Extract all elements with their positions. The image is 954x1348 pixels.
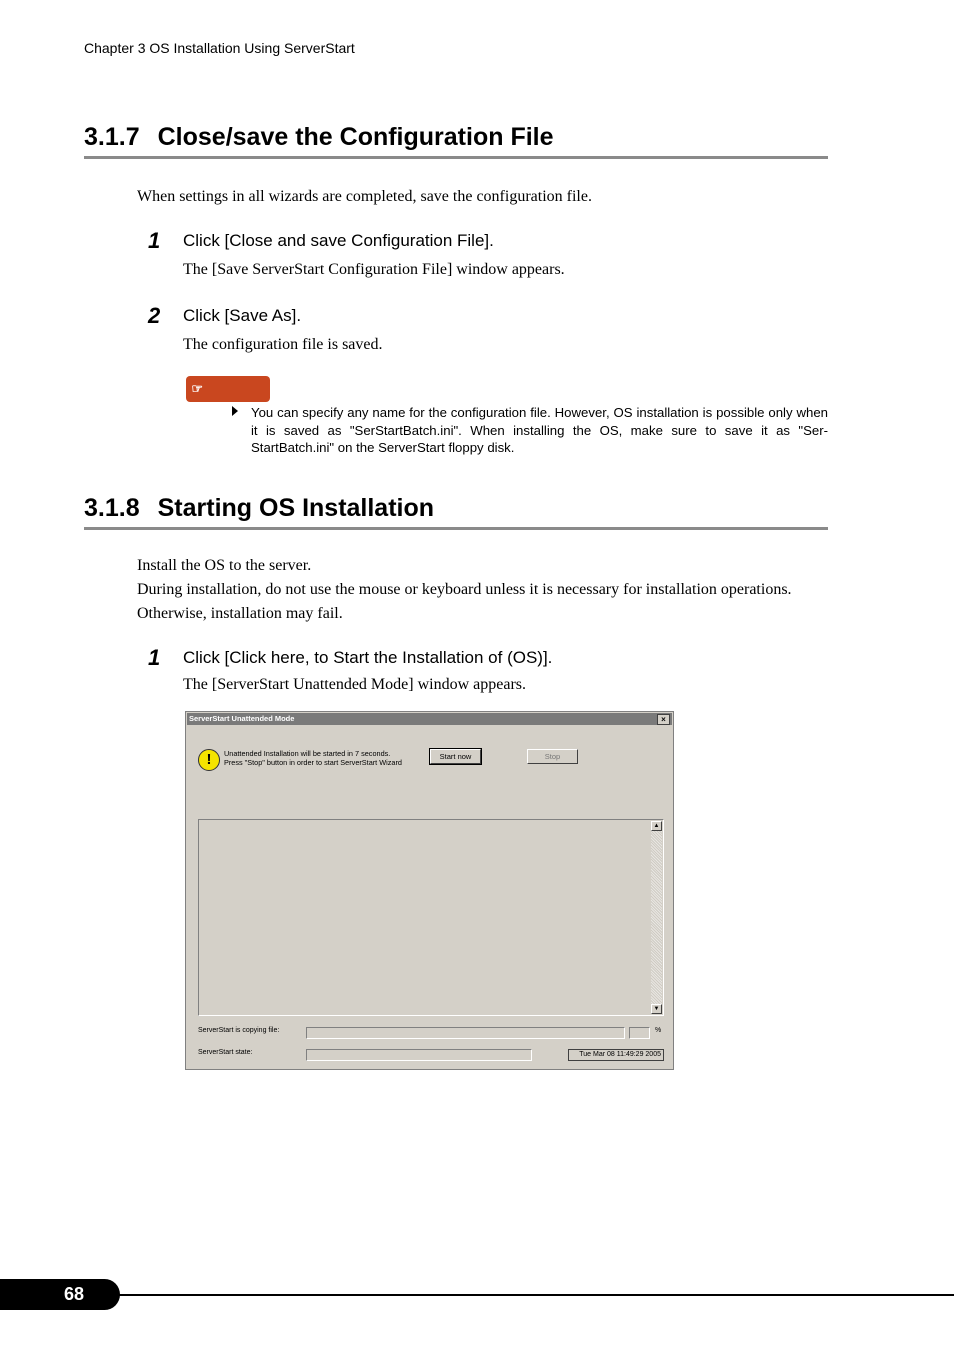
percent-sign: % xyxy=(655,1027,662,1034)
stop-button[interactable]: Stop xyxy=(527,749,578,764)
step-instruction: Click [Close and save Configuration File]. xyxy=(183,231,494,250)
copying-file-field xyxy=(306,1027,625,1039)
intro-line: During installation, do not use the mouse or keyboard unless it is necessary for installation operations. xyxy=(137,581,792,598)
section-title: Close/save the Configuration File xyxy=(157,123,554,151)
start-now-button[interactable]: Start now xyxy=(430,749,481,764)
unattended-mode-window xyxy=(185,711,674,1070)
datetime-display: Tue Mar 08 11:49:29 2005 xyxy=(568,1049,664,1061)
step-result: The configuration file is saved. xyxy=(183,336,383,353)
important-label: IMPORTANT xyxy=(186,407,258,422)
section-number: 3.1.8 xyxy=(84,494,140,522)
page-number: 68 xyxy=(0,1279,120,1310)
state-label: ServerStart state: xyxy=(198,1049,253,1056)
pointing-hand-icon: ☞ xyxy=(191,381,203,396)
message-line: Unattended Installation will be started in 7 seconds. xyxy=(224,749,391,758)
section-intro: When settings in all wizards are completed, save the configuration file. xyxy=(137,188,592,205)
step-result: The [ServerStart Unattended Mode] window appears. xyxy=(183,676,526,693)
running-head: Chapter 3 OS Installation Using ServerStart xyxy=(84,40,355,56)
vertical-scrollbar[interactable] xyxy=(651,821,662,1014)
intro-line: Install the OS to the server. xyxy=(137,557,312,574)
important-badge xyxy=(186,376,270,422)
window-title: ServerStart Unattended Mode xyxy=(189,714,295,723)
important-note: You can specify any name for the configuration file. However, OS installation is possible only when it is saved as "SerStartBatch.ini". When installing the OS, make sure to save it as "Ser-StartBatch.ini" on the ServerStart floppy disk. xyxy=(251,405,828,455)
step-number: 1 xyxy=(148,228,161,253)
section-number: 3.1.7 xyxy=(84,123,140,151)
countdown-message xyxy=(224,749,402,767)
bullet-arrow-icon xyxy=(232,406,238,416)
percent-field xyxy=(629,1027,650,1039)
scroll-down-icon[interactable]: ▼ xyxy=(651,1004,662,1014)
section-heading-3-1-7 xyxy=(84,123,828,159)
step-instruction: Click [Save As]. xyxy=(183,306,302,325)
copying-file-label: ServerStart is copying file: xyxy=(198,1027,280,1034)
step-result: The [Save ServerStart Configuration File] window appears. xyxy=(183,261,565,278)
intro-line: Otherwise, installation may fail. xyxy=(137,605,343,622)
close-icon[interactable]: × xyxy=(657,714,670,725)
step-instruction: Click [Click here, to Start the Installation of (OS)]. xyxy=(183,648,553,667)
state-field xyxy=(306,1049,532,1061)
warning-icon: ! xyxy=(198,749,220,771)
log-textarea[interactable] xyxy=(198,819,664,1016)
step-number: 1 xyxy=(148,645,161,670)
scroll-up-icon[interactable]: ▲ xyxy=(651,821,662,831)
section-heading-3-1-8 xyxy=(84,494,828,530)
step-number: 2 xyxy=(148,303,161,328)
section-intro xyxy=(137,554,792,626)
message-line: Press "Stop" button in order to start ServerStart Wizard xyxy=(224,758,402,767)
section-title: Starting OS Installation xyxy=(157,494,435,522)
footer-rule xyxy=(110,1294,954,1296)
window-titlebar xyxy=(187,713,672,725)
